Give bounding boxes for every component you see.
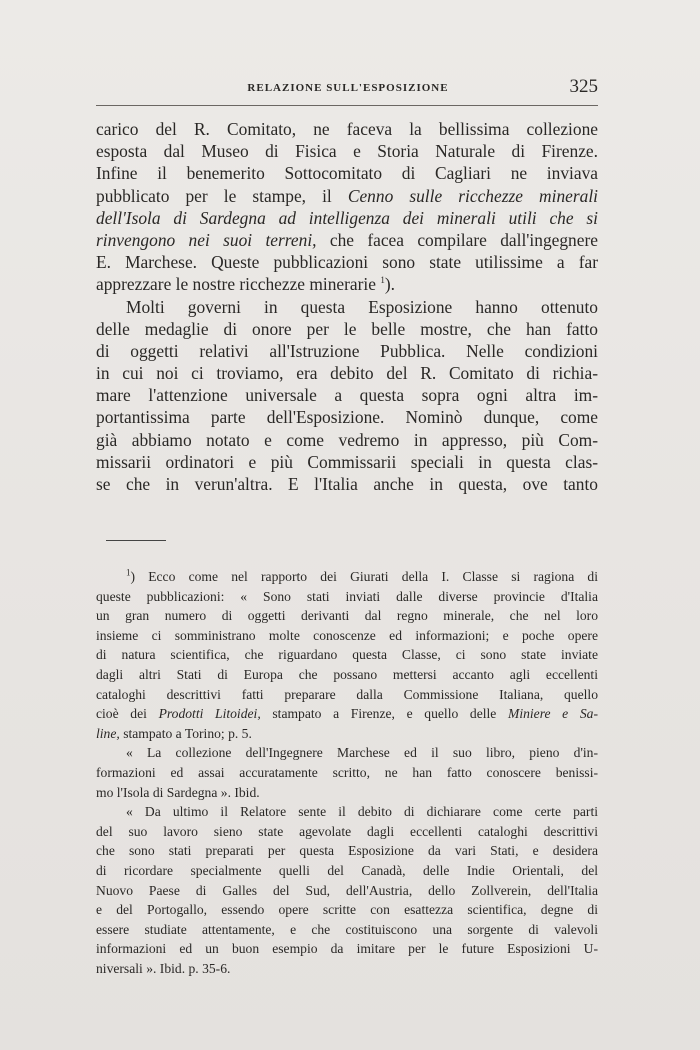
text-line: dell'Isola di Sardegna ad intelligenza dei minerali utili che si [96, 207, 598, 228]
italic-title: Prodotti Litoidei, [158, 706, 261, 722]
footnote-line [96, 704, 598, 724]
footnote-line: dagli altri Stati di Europa che possano mettersi accanto agli eccellenti [96, 666, 598, 682]
footnote-rule [106, 540, 166, 541]
footnote-line: « La collezione dell'Ingegnere Marchese ed il suo libro, pieno d'in- [126, 745, 598, 761]
footnote-line: niversali ». Ibid. p. 35-6. [96, 960, 231, 976]
footnote-line: di natura scientifica, che riguardano questa Classe, ci sono state inviate [96, 647, 598, 663]
text-fragment: che facea compilare dall'ingegnere [329, 229, 598, 250]
footnote-line: formazioni ed assai accuratamente scritto, ne han fatto conoscere benissi- [96, 764, 598, 780]
italic-title: Miniere e Sa- [508, 706, 598, 722]
footnote-line: un gran numero di oggetti derivanti dal regno minerale, che nel loro [96, 608, 598, 624]
page-number: 325 [569, 76, 598, 97]
italic-title: line, [96, 725, 120, 741]
footnote-line: del suo lavoro sieno state agevolate dagli eccellenti cataloghi descrittivi [96, 823, 598, 839]
footnote-line: e del Portogallo, essendo opere scritte con esattezza scientifica, degne di [96, 902, 598, 918]
footnote-line: di ricordare specialmente quelli del Canadà, delle Indie Orientali, del [96, 862, 598, 878]
italic-title: rinvengono nei suoi terreni, [96, 229, 317, 250]
text-fragment: pubblicato per le stampe, il [96, 185, 332, 206]
text-line: di oggetti relativi all'Istruzione Pubblica. Nelle condizioni [96, 340, 598, 361]
text-line [96, 273, 598, 295]
text-fragment: ) Ecco come nel rapporto dei Giurati della I. Classe si ragiona di [130, 569, 598, 584]
text-line: E. Marchese. Queste pubblicazioni sono state utilissime a far [96, 252, 598, 273]
footnote-line: Nuovo Paese di Galles del Sud, dell'Austria, dello Zollverein, dell'Italia [96, 882, 598, 898]
text-line: esposta dal Museo di Fisica e Storia Naturale di Firenze. [96, 141, 598, 162]
text-line: carico del R. Comitato, ne faceva la bellissima collezione [96, 119, 598, 139]
text-line: Infine il benemerito Sottocomitato di Cagliari ne inviava [96, 163, 598, 184]
running-head [96, 76, 600, 106]
text-line [96, 185, 598, 207]
footnote-line [96, 567, 598, 587]
footnote-line: queste pubblicazioni: « Sono stati inviati dalle diverse provincie d'Italia [96, 588, 598, 604]
footnote-line: che sono stati preparati per questa Esposizione da vari Stati, e desidera [96, 843, 598, 859]
footnote-line: « Da ultimo il Relatore sente il debito di dichiarare come certe parti [126, 804, 598, 820]
footnote-line: insieme ci somministrano molte conoscenze ed informazioni; e poche opere [96, 627, 598, 643]
text-line: mare l'attenzione universale a questa sopra ogni altra im- [96, 385, 598, 406]
text-line: se che in verun'altra. E l'Italia anche in questa, ove tanto [96, 474, 598, 494]
footnote-line: mo l'Isola di Sardegna ». Ibid. [96, 784, 260, 800]
text-line: già abbiamo notato e come vedremo in appresso, più Com- [96, 429, 598, 450]
footnote-marker: 1 [380, 275, 385, 286]
footnote-number: 1 [126, 567, 131, 578]
text-fragment: stampato a Firenze, e quello delle [272, 706, 497, 722]
text-line: portantissima parte dell'Esposizione. Nominò dunque, come [96, 407, 598, 428]
running-title: RELAZIONE SULL'ESPOSIZIONE [247, 82, 449, 94]
text-fragment: ). [384, 274, 395, 295]
footnote-line: cataloghi descrittivi fatti preparare dalla Commissione Italiana, quello [96, 686, 598, 702]
footnote-line: informazioni ed un buon esempio da imitare per le future Esposizioni U- [96, 941, 598, 957]
text-fragment: cioè dei [96, 706, 147, 722]
text-line: Molti governi in questa Esposizione hanno ottenuto [126, 296, 598, 317]
text-line [96, 229, 598, 251]
text-line: delle medaglie di onore per le belle mostre, che han fatto [96, 318, 598, 339]
italic-title: Cenno sulle ricchezze minerali [347, 185, 598, 206]
footnotes [96, 567, 598, 978]
text-fragment: apprezzare le nostre ricchezze minerarie [96, 274, 376, 295]
header-rule [96, 105, 598, 106]
footnote-line: essere studiate attentamente, e che costituiscono una sorgente di valevoli [96, 921, 598, 937]
text-fragment: stampato a Torino; p. 5. [123, 725, 252, 741]
text-line: in cui noi ci troviamo, era debito del R. Comitato di richia- [96, 363, 598, 384]
main-text [96, 118, 598, 495]
footnote-line [96, 724, 598, 744]
text-line: missarii ordinatori e più Commissarii speciali in questa clas- [96, 451, 598, 472]
